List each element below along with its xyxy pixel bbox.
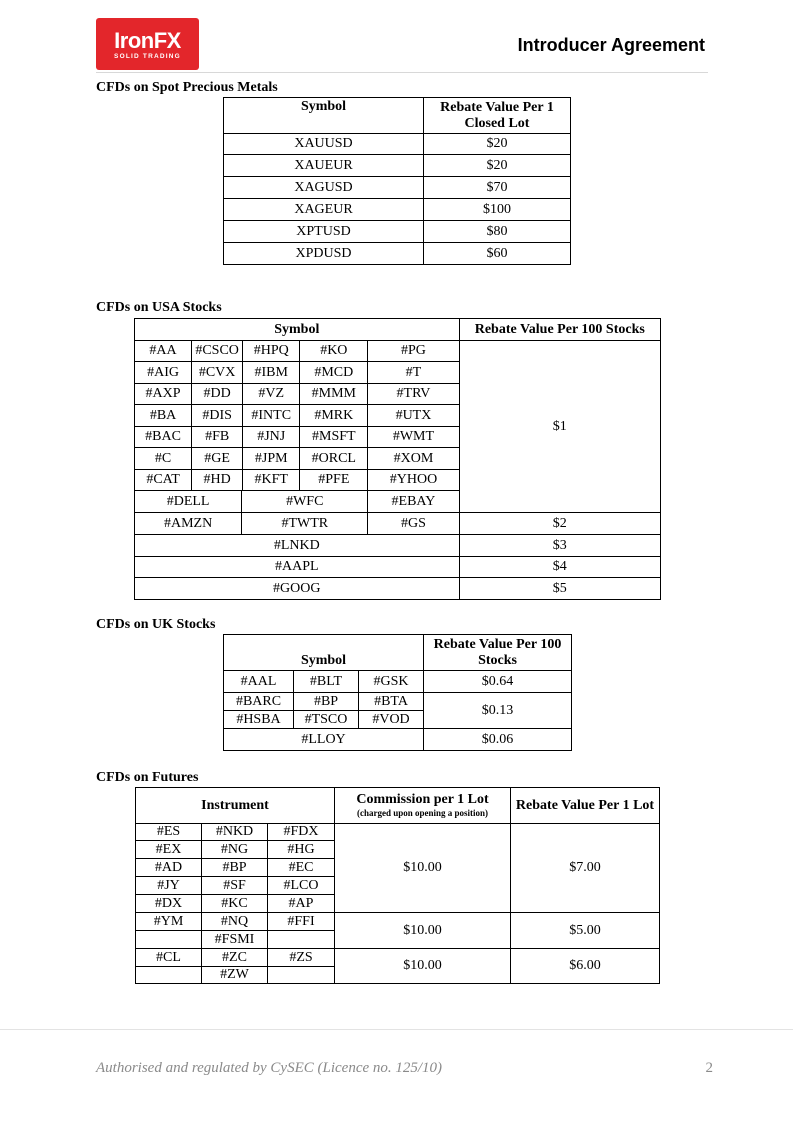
- table-cell: #MRK: [300, 405, 368, 427]
- table-cell: XAUEUR: [224, 155, 424, 177]
- table-cell: #LNKD: [135, 535, 460, 557]
- ironfx-logo: [96, 18, 199, 70]
- table-cell: $70: [424, 177, 571, 199]
- table-cell: #LLOY: [224, 729, 424, 751]
- table-cell: #BARC: [224, 693, 294, 711]
- table-cell: #BP: [294, 693, 359, 711]
- futures-col-commission: [335, 788, 511, 824]
- section-title-futures: CFDs on Futures: [96, 770, 199, 785]
- metals-table: [223, 97, 571, 265]
- table-cell: #LCO: [268, 877, 335, 895]
- table-cell: $5: [459, 578, 660, 600]
- table-cell: #AIG: [135, 362, 192, 384]
- table-cell: #AP: [268, 895, 335, 913]
- table-cell: #XOM: [368, 448, 459, 470]
- table-cell: #ES: [136, 824, 202, 841]
- usa-col-symbol: Symbol: [135, 319, 460, 341]
- table-cell: #PG: [368, 341, 459, 362]
- table-cell: #MSFT: [300, 427, 368, 448]
- table-cell: #AD: [136, 859, 202, 877]
- table-cell: #FB: [192, 427, 243, 448]
- table-cell: #DX: [136, 895, 202, 913]
- table-cell: $3: [459, 535, 660, 557]
- table-cell: $4: [459, 557, 660, 578]
- table-cell: $0.13: [424, 693, 572, 729]
- document-title: Introducer Agreement: [517, 35, 705, 55]
- table-cell: [136, 967, 202, 984]
- commission-header-note: (charged upon opening a position): [357, 808, 489, 818]
- table-cell: #BLT: [294, 671, 359, 693]
- uk-col-rebate: Rebate Value Per 100 Stocks: [424, 635, 572, 671]
- table-cell: #AA: [135, 341, 192, 362]
- table-cell: #VOD: [359, 711, 424, 729]
- page-number: 2: [705, 1060, 713, 1076]
- table-cell: #FDX: [268, 824, 335, 841]
- table-cell: #ZC: [202, 949, 268, 967]
- table-cell: $80: [424, 221, 571, 243]
- footer-divider: [0, 1029, 793, 1030]
- table-cell: #DELL: [135, 491, 242, 513]
- table-cell: #SF: [202, 877, 268, 895]
- table-cell: [268, 967, 335, 984]
- table-cell: #EX: [136, 841, 202, 859]
- section-title-uk: CFDs on UK Stocks: [96, 617, 216, 632]
- usa-stocks-table: [134, 318, 661, 600]
- table-cell: [268, 931, 335, 949]
- section-title-usa: CFDs on USA Stocks: [96, 300, 222, 315]
- table-cell: #JY: [136, 877, 202, 895]
- futures-g3-commission: $10.00: [335, 949, 511, 984]
- header-divider: [96, 72, 708, 73]
- table-cell: #GS: [368, 513, 459, 535]
- table-cell: #AMZN: [135, 513, 242, 535]
- table-cell: #HSBA: [224, 711, 294, 729]
- table-cell: #CL: [136, 949, 202, 967]
- table-cell: XAUUSD: [224, 134, 424, 155]
- table-cell: #CVX: [192, 362, 243, 384]
- table-cell: #HG: [268, 841, 335, 859]
- futures-col-rebate: Rebate Value Per 1 Lot: [511, 788, 660, 824]
- table-cell: $20: [424, 155, 571, 177]
- table-cell: #JPM: [243, 448, 300, 470]
- futures-g1-rebate: $7.00: [511, 824, 660, 913]
- logo-tagline: SOLID TRADING: [114, 53, 181, 60]
- table-cell: #AAL: [224, 671, 294, 693]
- table-cell: #EC: [268, 859, 335, 877]
- table-cell: #ORCL: [300, 448, 368, 470]
- usa-tier1-value: $1: [459, 341, 660, 513]
- table-cell: #ZS: [268, 949, 335, 967]
- table-cell: #GSK: [359, 671, 424, 693]
- futures-table: [135, 787, 660, 984]
- table-cell: #GE: [192, 448, 243, 470]
- table-cell: #NKD: [202, 824, 268, 841]
- table-cell: #DIS: [192, 405, 243, 427]
- table-cell: #INTC: [243, 405, 300, 427]
- metals-col-rebate: Rebate Value Per 1 Closed Lot: [424, 98, 571, 134]
- table-cell: [136, 931, 202, 949]
- usa-tier2-value: $2: [459, 513, 660, 535]
- table-cell: #BA: [135, 405, 192, 427]
- table-cell: #ZW: [202, 967, 268, 984]
- table-cell: #KFT: [243, 470, 300, 491]
- table-cell: #MCD: [300, 362, 368, 384]
- table-cell: #DD: [192, 384, 243, 405]
- table-cell: #HD: [192, 470, 243, 491]
- table-cell: #TRV: [368, 384, 459, 405]
- table-cell: #AAPL: [135, 557, 460, 578]
- table-cell: #MMM: [300, 384, 368, 405]
- table-cell: #PFE: [300, 470, 368, 491]
- table-cell: $0.06: [424, 729, 572, 751]
- table-cell: #TSCO: [294, 711, 359, 729]
- section-title-metals: CFDs on Spot Precious Metals: [96, 80, 278, 95]
- futures-col-instrument: Instrument: [136, 788, 335, 824]
- futures-g2-commission: $10.00: [335, 913, 511, 949]
- table-cell: #BAC: [135, 427, 192, 448]
- table-cell: #WMT: [368, 427, 459, 448]
- table-cell: #KC: [202, 895, 268, 913]
- table-cell: XAGEUR: [224, 199, 424, 221]
- usa-col-rebate: Rebate Value Per 100 Stocks: [459, 319, 660, 341]
- table-cell: #NQ: [202, 913, 268, 931]
- table-cell: #WFC: [242, 491, 368, 513]
- footer-regulation-text: Authorised and regulated by CySEC (Licence no. 125/10): [96, 1060, 443, 1076]
- futures-g3-rebate: $6.00: [511, 949, 660, 984]
- table-cell: #CAT: [135, 470, 192, 491]
- uk-col-symbol: Symbol: [224, 635, 424, 671]
- table-cell: #VZ: [243, 384, 300, 405]
- table-cell: #IBM: [243, 362, 300, 384]
- table-cell: #HPQ: [243, 341, 300, 362]
- table-cell: #NG: [202, 841, 268, 859]
- table-cell: #C: [135, 448, 192, 470]
- table-cell: #BTA: [359, 693, 424, 711]
- table-cell: #UTX: [368, 405, 459, 427]
- table-cell: $60: [424, 243, 571, 265]
- table-cell: #FSMI: [202, 931, 268, 949]
- table-cell: #JNJ: [243, 427, 300, 448]
- table-cell: $20: [424, 134, 571, 155]
- uk-stocks-table: [223, 634, 572, 751]
- table-cell: XPDUSD: [224, 243, 424, 265]
- logo-wordmark: IronFX: [114, 28, 181, 53]
- table-cell: #TWTR: [242, 513, 368, 535]
- futures-g2-rebate: $5.00: [511, 913, 660, 949]
- table-cell: #YHOO: [368, 470, 459, 491]
- table-cell: #T: [368, 362, 459, 384]
- futures-g1-commission: $10.00: [335, 824, 511, 913]
- metals-col-symbol: Symbol: [224, 98, 424, 134]
- table-cell: #KO: [300, 341, 368, 362]
- table-cell: #EBAY: [368, 491, 459, 513]
- table-cell: $100: [424, 199, 571, 221]
- table-cell: XPTUSD: [224, 221, 424, 243]
- table-cell: #CSCO: [192, 341, 243, 362]
- table-cell: $0.64: [424, 671, 572, 693]
- table-cell: #GOOG: [135, 578, 460, 600]
- table-cell: XAGUSD: [224, 177, 424, 199]
- table-cell: #YM: [136, 913, 202, 931]
- table-cell: #FFI: [268, 913, 335, 931]
- table-cell: #AXP: [135, 384, 192, 405]
- commission-header-label: Commission per 1 Lot: [356, 792, 489, 807]
- table-cell: #BP: [202, 859, 268, 877]
